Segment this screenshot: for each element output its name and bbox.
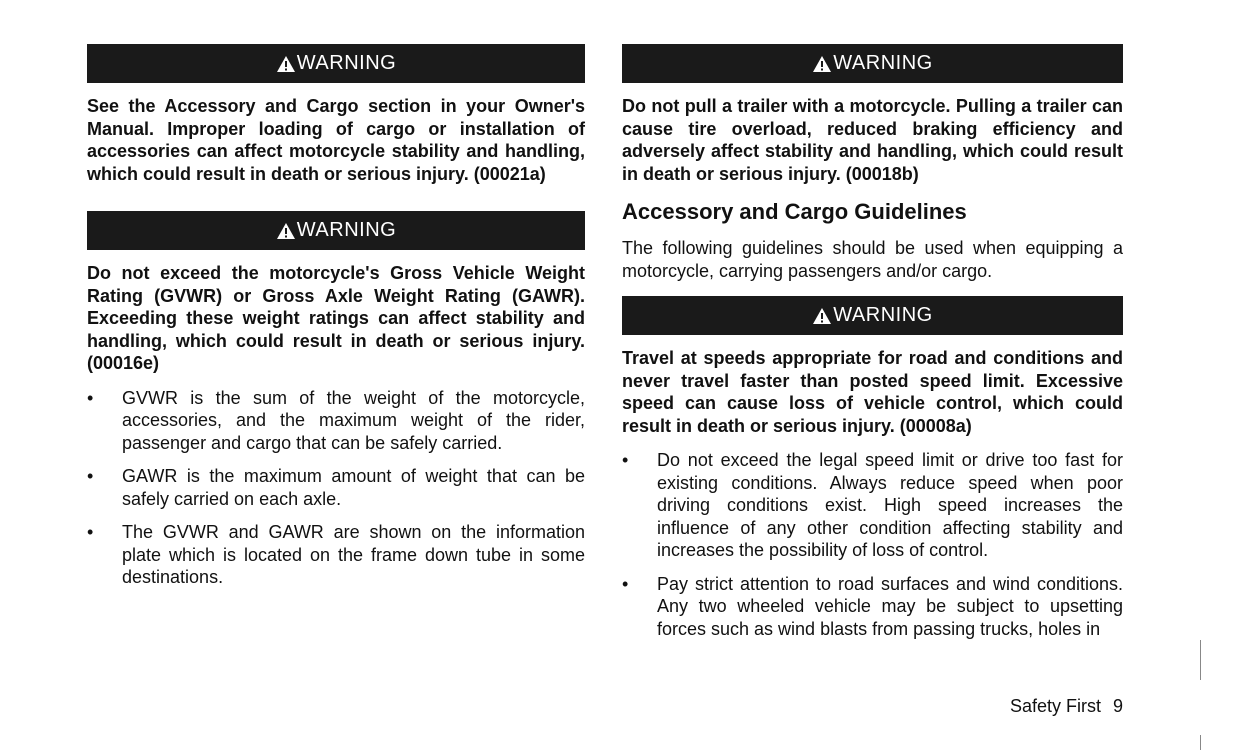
warning-banner <box>87 211 585 250</box>
list-item-text: Pay strict attention to road surfaces and wind conditions. Any two wheeled vehicle may be subject to upsetting forces such as wind blasts from passing trucks, holes in <box>657 573 1123 639</box>
left-column <box>87 44 585 600</box>
page-footer <box>995 695 1123 717</box>
list-item-text: The GVWR and GAWR are shown on the information plate which is located on the frame down tube in some destinations. <box>122 522 585 587</box>
footer-section-name: Safety First <box>1009 696 1101 716</box>
bullet-list <box>622 449 1123 640</box>
warning-label: WARNING <box>833 304 933 326</box>
warning-triangle-icon <box>276 55 296 73</box>
warning-label: WARNING <box>296 219 397 241</box>
list-item-text: GAWR is the maximum amount of weight that can be safely carried on each axle. <box>122 466 585 509</box>
list-item-text: GVWR is the sum of the weight of the motorcycle, accessories, and the maximum weight of the rider, passenger and cargo that can be safely carried. <box>122 387 585 453</box>
scan-edge-line <box>1200 735 1201 750</box>
list-item <box>622 573 1123 641</box>
list-item <box>622 449 1123 562</box>
warning-label: WARNING <box>296 52 397 74</box>
warning-label: WARNING <box>833 52 933 74</box>
warning-banner <box>622 296 1123 335</box>
warning-text: See the Accessory and Cargo section in your Owner's Manual. Improper loading of cargo or installation of accessories can affect motorcycle stability and handling, which could result in death or serious injury. (00021a) <box>87 96 585 184</box>
warning-banner <box>622 44 1123 83</box>
bullet-icon: • <box>622 573 629 594</box>
bullet-list <box>87 387 585 589</box>
list-item <box>87 521 585 589</box>
intro-paragraph: The following guidelines should be used when equipping a motorcycle, carrying passengers and/or cargo. <box>622 238 1123 281</box>
warning-triangle-icon <box>276 222 296 240</box>
right-column <box>622 44 1123 651</box>
bullet-icon: • <box>87 466 94 486</box>
list-item-text: Do not exceed the legal speed limit or drive too fast for existing conditions. Always reduce speed when poor driving conditions exist. High speed increases the influence of any other condition affecting stability and increases the possibility of loss of control. <box>657 450 1123 560</box>
warning-text: Do not exceed the motorcycle's Gross Vehicle Weight Rating (GVWR) or Gross Axle Weight Rating (GAWR). Exceeding these weight ratings can affect stability and handling, which could result in death or serious injury. (00016e) <box>87 263 585 373</box>
warning-triangle-icon <box>812 307 832 325</box>
list-item <box>87 387 585 455</box>
bullet-icon: • <box>87 522 94 542</box>
section-title: Accessory and Cargo Guidelines <box>622 199 967 224</box>
bullet-icon: • <box>622 450 629 470</box>
warning-banner <box>87 44 585 83</box>
warning-triangle-icon <box>812 55 832 73</box>
bullet-icon: • <box>87 387 94 408</box>
scan-edge-line <box>1200 640 1201 680</box>
warning-text: Do not pull a trailer with a motorcycle. Pulling a trailer can cause tire overload, reduced braking efficiency and adversely affect stability and handling, which could result in death or serious injury. (00018b) <box>622 96 1123 184</box>
page-number: 9 <box>1112 696 1123 716</box>
list-item <box>87 465 585 510</box>
warning-text: Travel at speeds appropriate for road and conditions and never travel faster than posted speed limit. Excessive speed can cause loss of vehicle control, which could result in death or serious injury. (00008a) <box>622 348 1123 436</box>
